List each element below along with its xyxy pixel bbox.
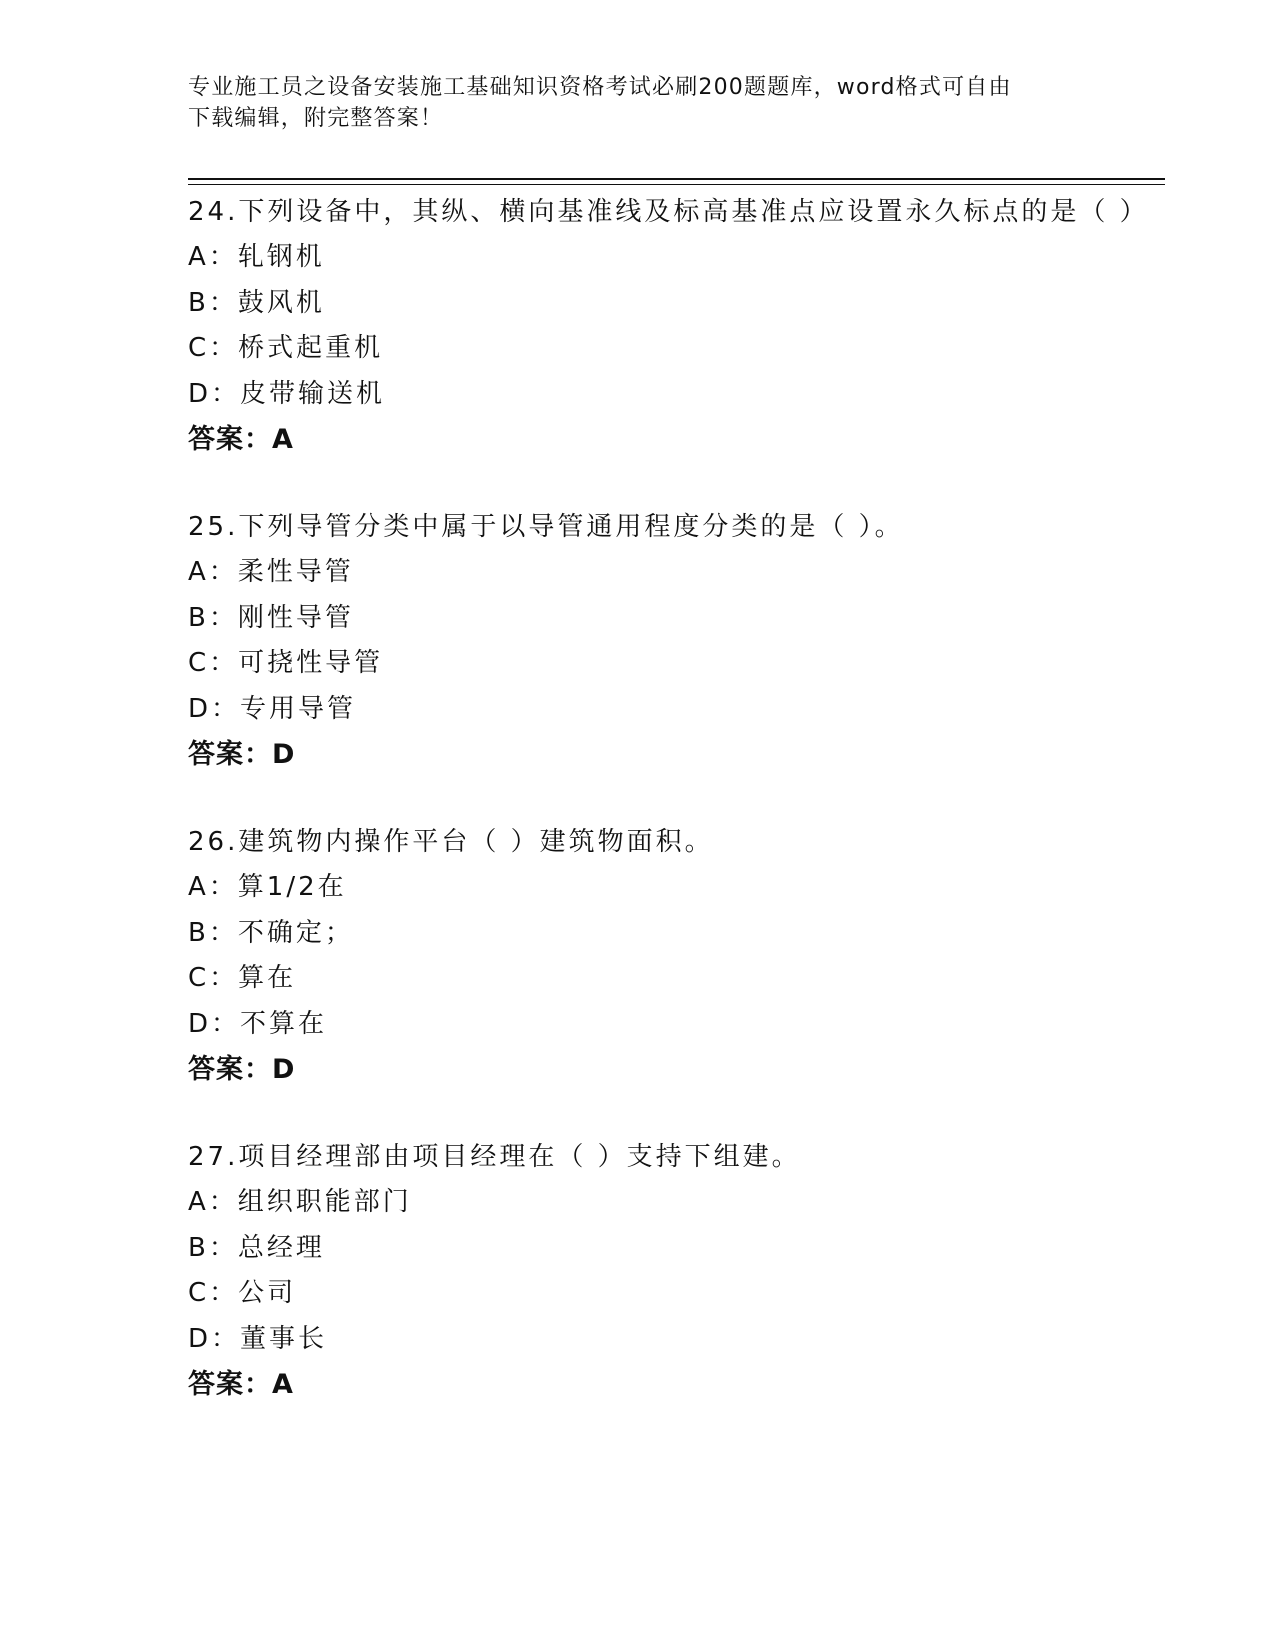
question-stem: 27.项目经理部由项目经理在（ ）支持下组建。	[188, 1141, 801, 1172]
option-d: D：皮带输送机	[188, 378, 386, 409]
header-line-2: 下载编辑，附完整答案！	[188, 106, 444, 131]
option-c: C：可挠性导管	[188, 648, 384, 679]
option-a: A：柔性导管	[188, 556, 354, 587]
answer: 答案：D	[188, 739, 296, 771]
document-header	[188, 72, 1088, 134]
option-d: D：董事长	[188, 1323, 328, 1354]
option-b: B：总经理	[188, 1232, 325, 1263]
header-line-1: 专业施工员之设备安装施工基础知识资格考试必刷200题题库，word格式可自由	[188, 75, 1012, 100]
header-divider-thick	[188, 178, 1165, 180]
option-c: C：桥式起重机	[188, 333, 384, 364]
option-d: D：不算在	[188, 1008, 328, 1039]
option-c: C：公司	[188, 1278, 297, 1309]
question-24	[188, 190, 1168, 463]
question-25	[188, 505, 1168, 778]
option-a: A：组织职能部门	[188, 1186, 412, 1217]
answer: 答案：A	[188, 424, 294, 456]
question-stem: 25.下列导管分类中属于以导管通用程度分类的是（ ）。	[188, 511, 904, 542]
question-27	[188, 1135, 1168, 1408]
answer: 答案：A	[188, 1369, 294, 1401]
option-d: D：专用导管	[188, 693, 357, 724]
option-c: C：算在	[188, 963, 297, 994]
answer: 答案：D	[188, 1054, 296, 1086]
header-divider-thin	[188, 184, 1165, 185]
question-stem: 26.建筑物内操作平台（ ）建筑物面积。	[188, 826, 714, 857]
question-list	[188, 190, 1168, 1450]
option-a: A：轧钢机	[188, 242, 325, 272]
option-b: B：不确定；	[188, 917, 354, 948]
option-a: A：算1/2在	[188, 871, 347, 902]
question-26	[188, 820, 1168, 1093]
question-stem: 24.下列设备中，其纵、横向基准线及标高基准点应设置永久标点的是（ ）	[188, 197, 1149, 227]
option-b: B：刚性导管	[188, 602, 354, 633]
option-b: B：鼓风机	[188, 287, 325, 318]
